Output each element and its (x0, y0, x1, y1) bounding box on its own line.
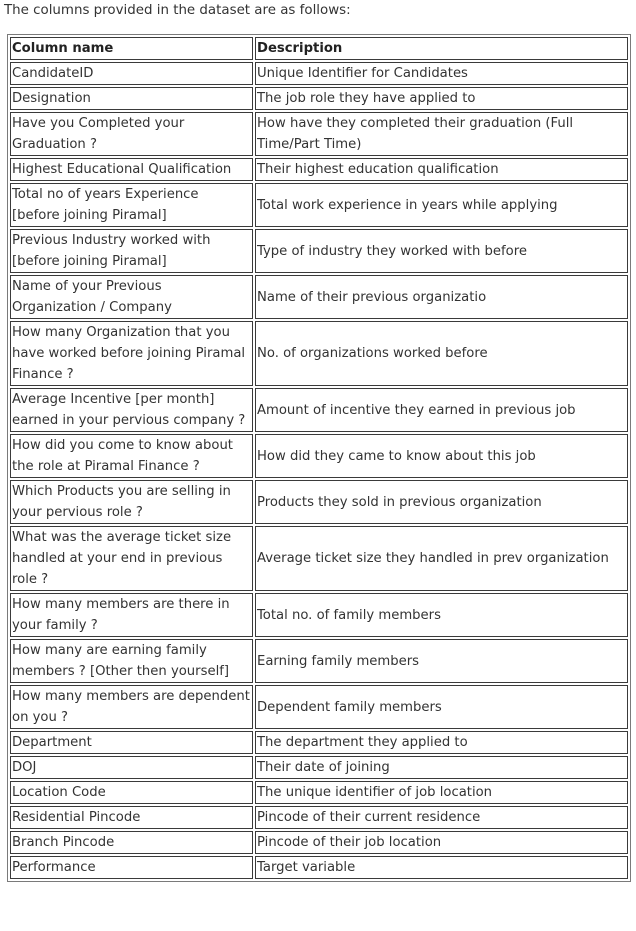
description-cell: Type of industry they worked with before (255, 229, 628, 273)
table-row (10, 321, 628, 386)
intro-text: The columns provided in the dataset are as follows: (4, 3, 351, 18)
dataset-columns-table (7, 34, 631, 882)
table-row (10, 639, 628, 683)
description-cell: Pincode of their current residence (255, 806, 628, 829)
description-cell: How have they completed their graduation (Full Time/Part Time) (255, 112, 628, 156)
table-row (10, 593, 628, 637)
column-name-cell: Performance (10, 856, 253, 879)
table-row (10, 388, 628, 432)
column-name-cell: Department (10, 731, 253, 754)
description-cell: Their highest education qualification (255, 158, 628, 181)
description-cell: The unique identifier of job location (255, 781, 628, 804)
description-cell: Pincode of their job location (255, 831, 628, 854)
column-name-cell: Which Products you are selling in your pervious role ? (10, 480, 253, 524)
column-name-header: Column name (10, 37, 253, 60)
table-row (10, 229, 628, 273)
column-name-cell: Name of your Previous Organization / Company (10, 275, 253, 319)
description-cell: Total no. of family members (255, 593, 628, 637)
column-name-cell: How many Organization that you have worked before joining Piramal Finance ? (10, 321, 253, 386)
description-cell: Amount of incentive they earned in previous job (255, 388, 628, 432)
table-row (10, 685, 628, 729)
column-name-cell: Have you Completed your Graduation ? (10, 112, 253, 156)
description-cell: Their date of joining (255, 756, 628, 779)
description-cell: Target variable (255, 856, 628, 879)
description-header: Description (255, 37, 628, 60)
column-name-cell: What was the average ticket size handled at your end in previous role ? (10, 526, 253, 591)
column-name-cell: Residential Pincode (10, 806, 253, 829)
column-name-cell: DOJ (10, 756, 253, 779)
column-name-cell: Highest Educational Qualification (10, 158, 253, 181)
description-cell: Products they sold in previous organization (255, 480, 628, 524)
description-cell: Earning family members (255, 639, 628, 683)
column-name-cell: CandidateID (10, 62, 253, 85)
column-name-cell: How many members are there in your family ? (10, 593, 253, 637)
table-row (10, 731, 628, 754)
table-row (10, 856, 628, 879)
description-cell: Total work experience in years while applying (255, 183, 628, 227)
table-row (10, 87, 628, 110)
column-name-cell: Total no of years Experience [before joining Piramal] (10, 183, 253, 227)
column-name-cell: Designation (10, 87, 253, 110)
column-name-cell: How many members are dependent on you ? (10, 685, 253, 729)
table-row (10, 112, 628, 156)
table-row (10, 434, 628, 478)
table-row (10, 526, 628, 591)
description-cell: Unique Identifier for Candidates (255, 62, 628, 85)
table-row (10, 275, 628, 319)
column-name-cell: Branch Pincode (10, 831, 253, 854)
column-name-cell: How did you come to know about the role at Piramal Finance ? (10, 434, 253, 478)
description-cell: Average ticket size they handled in prev organization (255, 526, 628, 591)
description-cell: Name of their previous organizatio (255, 275, 628, 319)
table-row (10, 756, 628, 779)
table-body (10, 62, 628, 879)
description-cell: Dependent family members (255, 685, 628, 729)
table-header-row (10, 37, 628, 60)
description-cell: The job role they have applied to (255, 87, 628, 110)
description-cell: The department they applied to (255, 731, 628, 754)
table-row (10, 781, 628, 804)
column-name-cell: Previous Industry worked with [before joining Piramal] (10, 229, 253, 273)
table-row (10, 480, 628, 524)
description-cell: How did they came to know about this job (255, 434, 628, 478)
column-name-cell: Location Code (10, 781, 253, 804)
table-row (10, 806, 628, 829)
column-name-cell: How many are earning family members ? [Other then yourself] (10, 639, 253, 683)
description-cell: No. of organizations worked before (255, 321, 628, 386)
table-row (10, 62, 628, 85)
table-row (10, 183, 628, 227)
column-name-cell: Average Incentive [per month] earned in your pervious company ? (10, 388, 253, 432)
table-row (10, 158, 628, 181)
table-row (10, 831, 628, 854)
